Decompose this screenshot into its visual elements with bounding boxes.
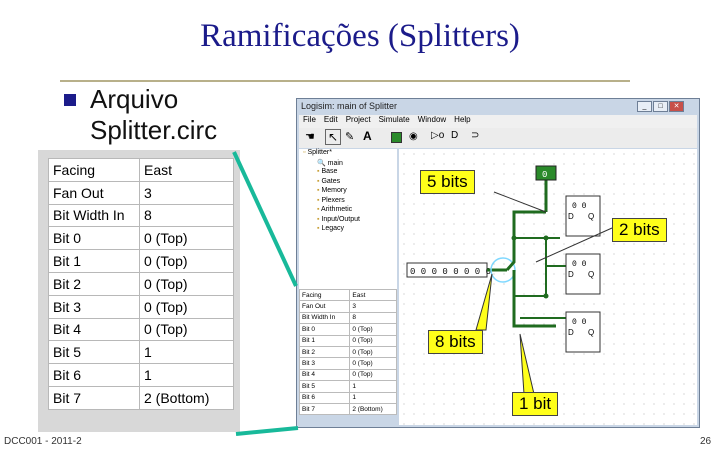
close-button[interactable]: ✕ <box>669 101 684 112</box>
zoom-connector-bottom <box>236 428 298 434</box>
menu-item[interactable]: Project <box>345 115 371 124</box>
maximize-button[interactable]: □ <box>653 101 668 112</box>
property-value[interactable]: 8 <box>350 312 397 323</box>
wire-junction <box>544 236 549 241</box>
property-key: Bit Width In <box>300 312 350 323</box>
callout-5-bits: 5 bits <box>420 170 475 194</box>
property-key: Bit 2 <box>300 346 350 357</box>
register-q-label: Q <box>588 212 595 221</box>
property-value[interactable]: 0 (Top) <box>140 250 234 273</box>
minimize-button[interactable]: _ <box>637 101 652 112</box>
menu-item[interactable]: Help <box>454 115 471 124</box>
register-d-label: D <box>568 328 574 337</box>
register-1[interactable] <box>566 196 600 236</box>
tree-item-label: Splitter* <box>307 149 332 156</box>
input-pin-value: 0 0 0 0 0 0 0 0 <box>410 267 492 277</box>
property-key: Bit 6 <box>49 364 140 387</box>
bullet-label: Arquivo Splitter.circ <box>90 84 218 145</box>
folder-icon: ▪ <box>317 187 322 194</box>
register-value: 0 0 <box>572 260 587 269</box>
wire <box>514 238 546 296</box>
callout-8-bits: 8 bits <box>428 330 483 354</box>
callout-1-bit: 1 bit <box>512 392 558 416</box>
property-key: Bit 2 <box>49 272 140 295</box>
folder-icon: ▪ <box>317 225 322 232</box>
property-key: Fan Out <box>49 181 140 204</box>
register-value: 0 0 <box>572 318 587 327</box>
menu-item[interactable]: File <box>303 115 316 124</box>
property-value[interactable]: 0 (Top) <box>140 272 234 295</box>
property-value[interactable]: 0 (Top) <box>350 358 397 369</box>
property-value[interactable]: 0 (Top) <box>350 346 397 357</box>
output-pin-value: 0 <box>542 170 548 180</box>
and-gate-icon[interactable]: D <box>451 130 459 141</box>
tree-item-label: Plexers <box>321 196 345 204</box>
property-value[interactable]: East <box>350 290 397 301</box>
slide-title: Ramificações (Splitters) <box>200 18 520 54</box>
register-2[interactable] <box>566 254 600 294</box>
property-value[interactable]: 2 (Bottom) <box>140 386 234 409</box>
callout-arrow <box>520 334 534 394</box>
property-key: Bit Width In <box>49 204 140 227</box>
property-key: Bit 6 <box>300 392 350 403</box>
property-key: Bit 7 <box>300 403 350 414</box>
property-value[interactable]: 1 <box>140 364 234 387</box>
menu-item[interactable]: Window <box>417 115 447 124</box>
or-gate-icon[interactable]: ⊃ <box>471 130 480 141</box>
property-key: Bit 1 <box>300 335 350 346</box>
property-value[interactable]: 1 <box>350 392 397 403</box>
property-key: Bit 4 <box>49 318 140 341</box>
folder-icon: ▪ <box>317 206 322 213</box>
splitter-fan-top <box>507 212 546 270</box>
menu-item[interactable]: Simulate <box>378 115 410 124</box>
property-value[interactable]: East <box>140 159 234 182</box>
register-value: 0 0 <box>572 202 587 211</box>
property-key: Bit 1 <box>49 250 140 273</box>
register-d-label: D <box>568 212 574 221</box>
property-value[interactable]: 3 <box>350 301 397 312</box>
property-key: Bit 4 <box>300 369 350 380</box>
window-title: Logisim: main of Splitter <box>301 101 398 111</box>
circuit-icon: 🔍 <box>317 159 328 167</box>
tree-item-label: Arithmetic <box>321 206 353 213</box>
property-key: Bit 5 <box>300 381 350 392</box>
input-pin[interactable] <box>407 263 491 277</box>
page-number: 26 <box>700 436 712 447</box>
folder-icon: ▪ <box>317 215 322 223</box>
register-d-label: D <box>568 270 574 279</box>
callout-pointer <box>494 192 546 212</box>
footer-course: DCC001 - 2011-2 <box>4 436 82 447</box>
wire-tool-icon[interactable]: ✎ <box>345 131 355 143</box>
property-value[interactable]: 1 <box>140 341 234 364</box>
property-key: Bit 0 <box>49 227 140 250</box>
poke-tool-icon[interactable]: ☚ <box>305 131 315 143</box>
property-key: Bit 0 <box>300 324 350 335</box>
property-value[interactable]: 8 <box>140 204 234 227</box>
tree-item-label: main <box>327 159 343 167</box>
register-q-label: Q <box>588 328 595 337</box>
wire-junction <box>512 236 517 241</box>
property-key: Facing <box>49 159 140 182</box>
property-value[interactable]: 1 <box>350 381 397 392</box>
text-tool-icon[interactable]: A <box>363 129 372 143</box>
property-key: Bit 5 <box>49 341 140 364</box>
register-3[interactable] <box>566 312 600 352</box>
wire-junction <box>544 294 549 299</box>
folder-icon: ▪ <box>317 196 322 204</box>
tree-item-label: Base <box>321 168 338 175</box>
property-value[interactable]: 3 <box>140 181 234 204</box>
property-value[interactable]: 0 (Top) <box>350 324 397 335</box>
callout-arrow <box>476 274 492 330</box>
folder-icon: ▪ <box>317 168 322 175</box>
tree-item-label: Memory <box>321 187 347 194</box>
menu-item[interactable]: Edit <box>323 115 338 124</box>
tree-item-label: Gates <box>321 177 341 185</box>
folder-icon: ▪ <box>317 177 322 185</box>
property-value[interactable]: 0 (Top) <box>350 369 397 380</box>
property-key: Bit 3 <box>300 358 350 369</box>
property-value[interactable]: 2 (Bottom) <box>350 403 397 414</box>
not-gate-icon[interactable]: ▷o <box>431 130 445 141</box>
tree-item-label: Input/Output <box>321 215 360 223</box>
register-q-label: Q <box>588 270 595 279</box>
property-value[interactable]: 0 (Top) <box>350 335 397 346</box>
property-key: Fan Out <box>300 301 350 312</box>
select-tool-icon[interactable]: ↖ <box>325 129 341 145</box>
zoom-connector-top <box>234 152 296 286</box>
property-value[interactable]: 0 (Top) <box>140 295 234 318</box>
folder-icon: ▫ <box>303 149 308 156</box>
property-key: Bit 3 <box>49 295 140 318</box>
output-pin[interactable] <box>536 166 556 180</box>
property-value[interactable]: 0 (Top) <box>140 227 234 250</box>
callout-2-bits: 2 bits <box>612 218 667 242</box>
output-pin-icon[interactable]: ◉ <box>409 131 418 142</box>
property-key: Facing <box>300 290 350 301</box>
property-value[interactable]: 0 (Top) <box>140 318 234 341</box>
property-key: Bit 7 <box>49 386 140 409</box>
tree-item-label: Legacy <box>321 225 345 232</box>
